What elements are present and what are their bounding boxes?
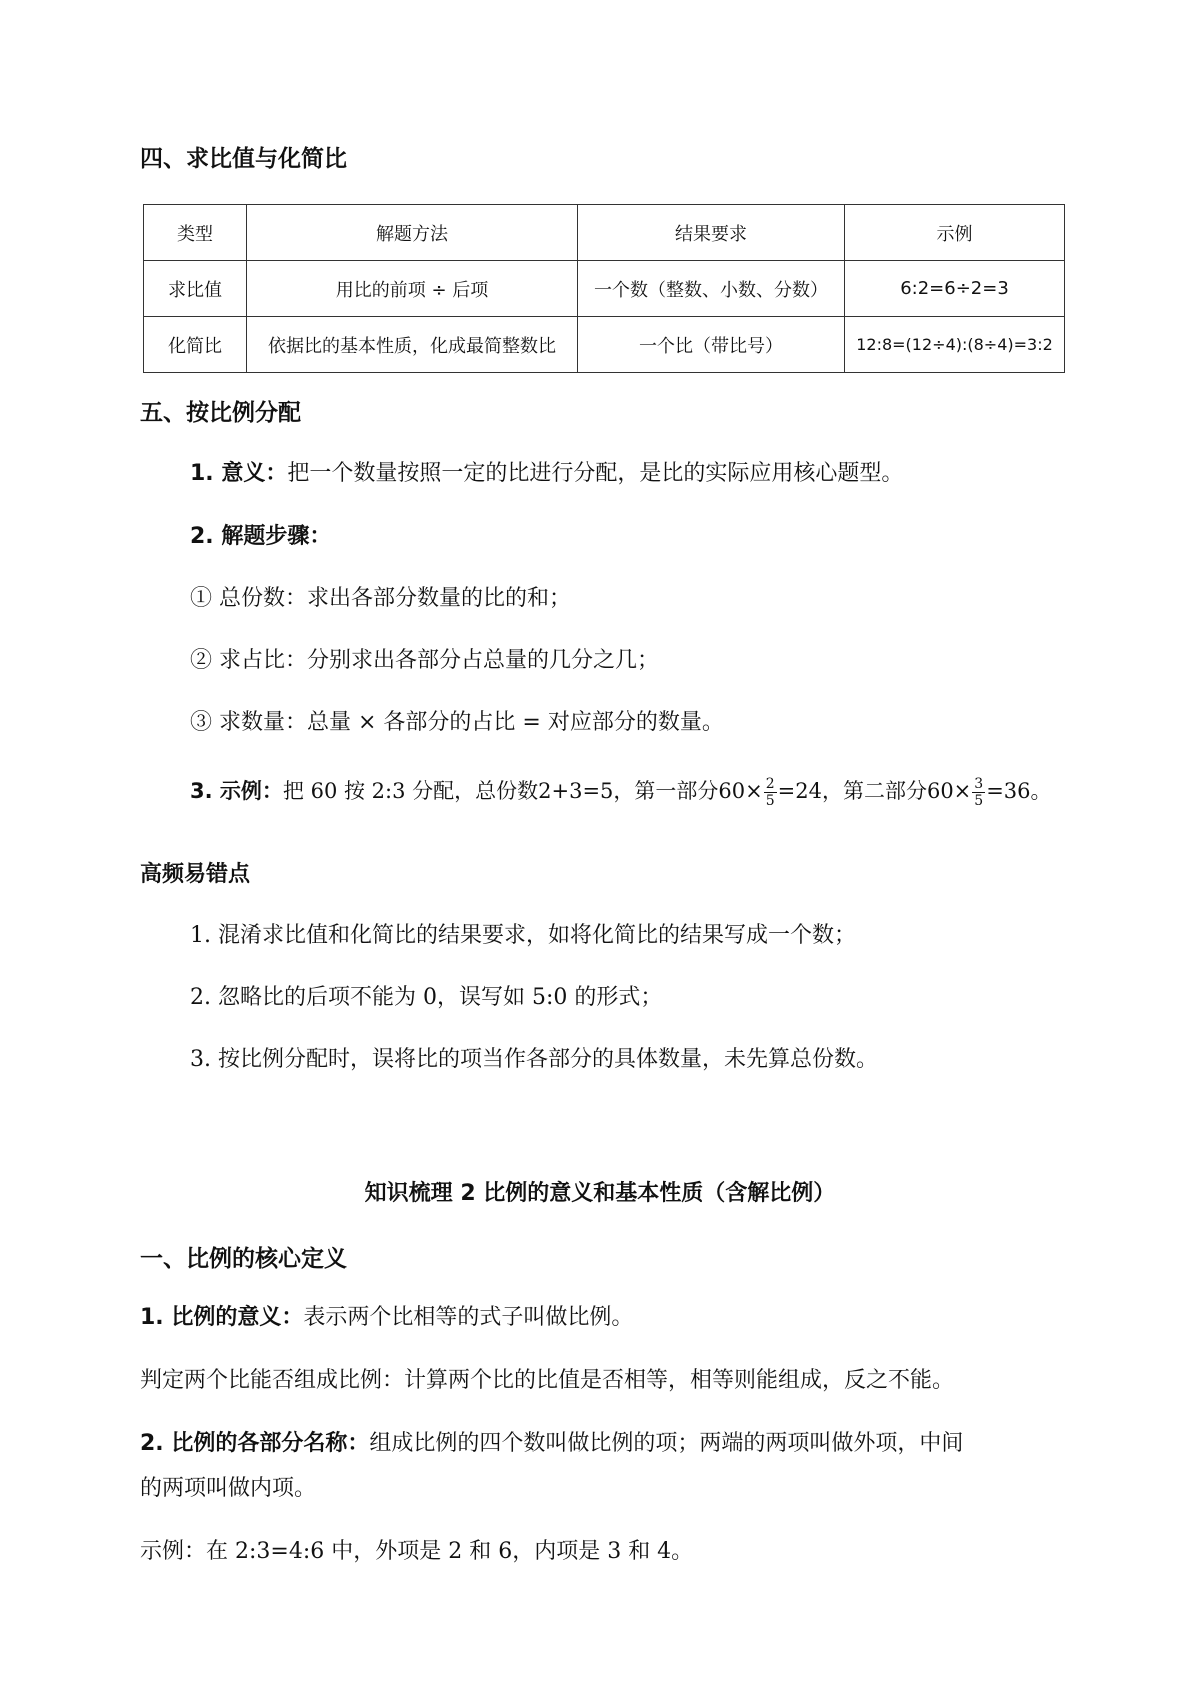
- item-label: 2. 比例的各部分名称：: [140, 1431, 370, 1456]
- table-header: 类型: [144, 205, 247, 261]
- table-cell: 一个数（整数、小数、分数）: [578, 261, 845, 317]
- error-item: 3. 按比例分配时，误将比的项当作各部分的具体数量，未先算总份数。: [190, 1047, 878, 1072]
- section-title-5: 五、按比例分配: [140, 400, 301, 426]
- table-cell: 求比值: [144, 261, 247, 317]
- fraction-denominator: 5: [974, 793, 984, 809]
- error-item: 1. 混淆求比值和化简比的结果要求，如将化简比的结果写成一个数；: [190, 923, 856, 948]
- example-text: =36。: [986, 779, 1052, 803]
- paragraph-example: 示例：在 2:3=4:6 中，外项是 2 和 6，内项是 3 和 4。: [140, 1539, 694, 1564]
- fraction: [972, 776, 985, 809]
- fraction: [764, 776, 777, 809]
- table-header: 示例: [845, 205, 1065, 261]
- table-row: [144, 317, 1065, 373]
- paragraph-definition: [140, 1303, 633, 1333]
- fraction-denominator: 5: [765, 793, 775, 809]
- fraction-numerator: 3: [974, 776, 984, 792]
- item-label: 1. 意义：: [190, 461, 288, 486]
- step-item: ③ 求数量：总量 × 各部分的占比 = 对应部分的数量。: [190, 710, 724, 735]
- table-header: 解题方法: [247, 205, 578, 261]
- paragraph-parts: [140, 1429, 963, 1459]
- knowledge-title: 知识梳理 2 比例的意义和基本性质（含解比例）: [364, 1181, 836, 1206]
- table-cell: 一个比（带比号）: [578, 317, 845, 373]
- section-title-1: 一、比例的核心定义: [140, 1246, 347, 1272]
- step-item: ① 总份数：求出各部分数量的比的和；: [190, 586, 571, 611]
- example-text: 把 60 按 2:3 分配，总份数2+3=5，第一部分60×: [282, 779, 763, 803]
- paragraph-parts-cont: 的两项叫做内项。: [140, 1476, 317, 1501]
- table-cell: 用比的前项 ÷ 后项: [247, 261, 578, 317]
- item-text: 组成比例的四个数叫做比例的项；两端的两项叫做外项，中间: [369, 1431, 964, 1456]
- item-label: 1. 比例的意义：: [140, 1305, 304, 1330]
- item-label: 3. 示例：: [190, 779, 283, 803]
- item-text: 把一个数量按照一定的比进行分配，是比的实际应用核心题型。: [287, 461, 904, 486]
- example-text: =24，第二部分60×: [777, 779, 972, 803]
- steps-heading: 2. 解题步骤：: [190, 524, 332, 549]
- table-cell: 依据比的基本性质，化成最简整数比: [247, 317, 578, 373]
- table-cell: 6:2=6÷2=3: [845, 261, 1065, 317]
- table-header-row: [144, 205, 1065, 261]
- fraction-numerator: 2: [765, 776, 775, 792]
- paragraph-judge: 判定两个比能否组成比例：计算两个比的比值是否相等，相等则能组成，反之不能。: [140, 1368, 955, 1393]
- table-cell: 化简比: [144, 317, 247, 373]
- table-cell: 12:8=(12÷4):(8÷4)=3:2: [845, 317, 1065, 373]
- error-item: 2. 忽略比的后项不能为 0，误写如 5:0 的形式；: [190, 985, 663, 1010]
- errors-title: 高频易错点: [140, 862, 251, 887]
- item-text: 表示两个比相等的式子叫做比例。: [303, 1305, 634, 1330]
- ratio-table: [143, 204, 1065, 373]
- example-line: [190, 776, 1052, 809]
- table-header: 结果要求: [578, 205, 845, 261]
- paragraph-meaning: [190, 459, 903, 489]
- table-row: [144, 261, 1065, 317]
- step-item: ② 求占比：分别求出各部分占总量的几分之几；: [190, 648, 659, 673]
- section-title-4: 四、求比值与化简比: [140, 146, 347, 172]
